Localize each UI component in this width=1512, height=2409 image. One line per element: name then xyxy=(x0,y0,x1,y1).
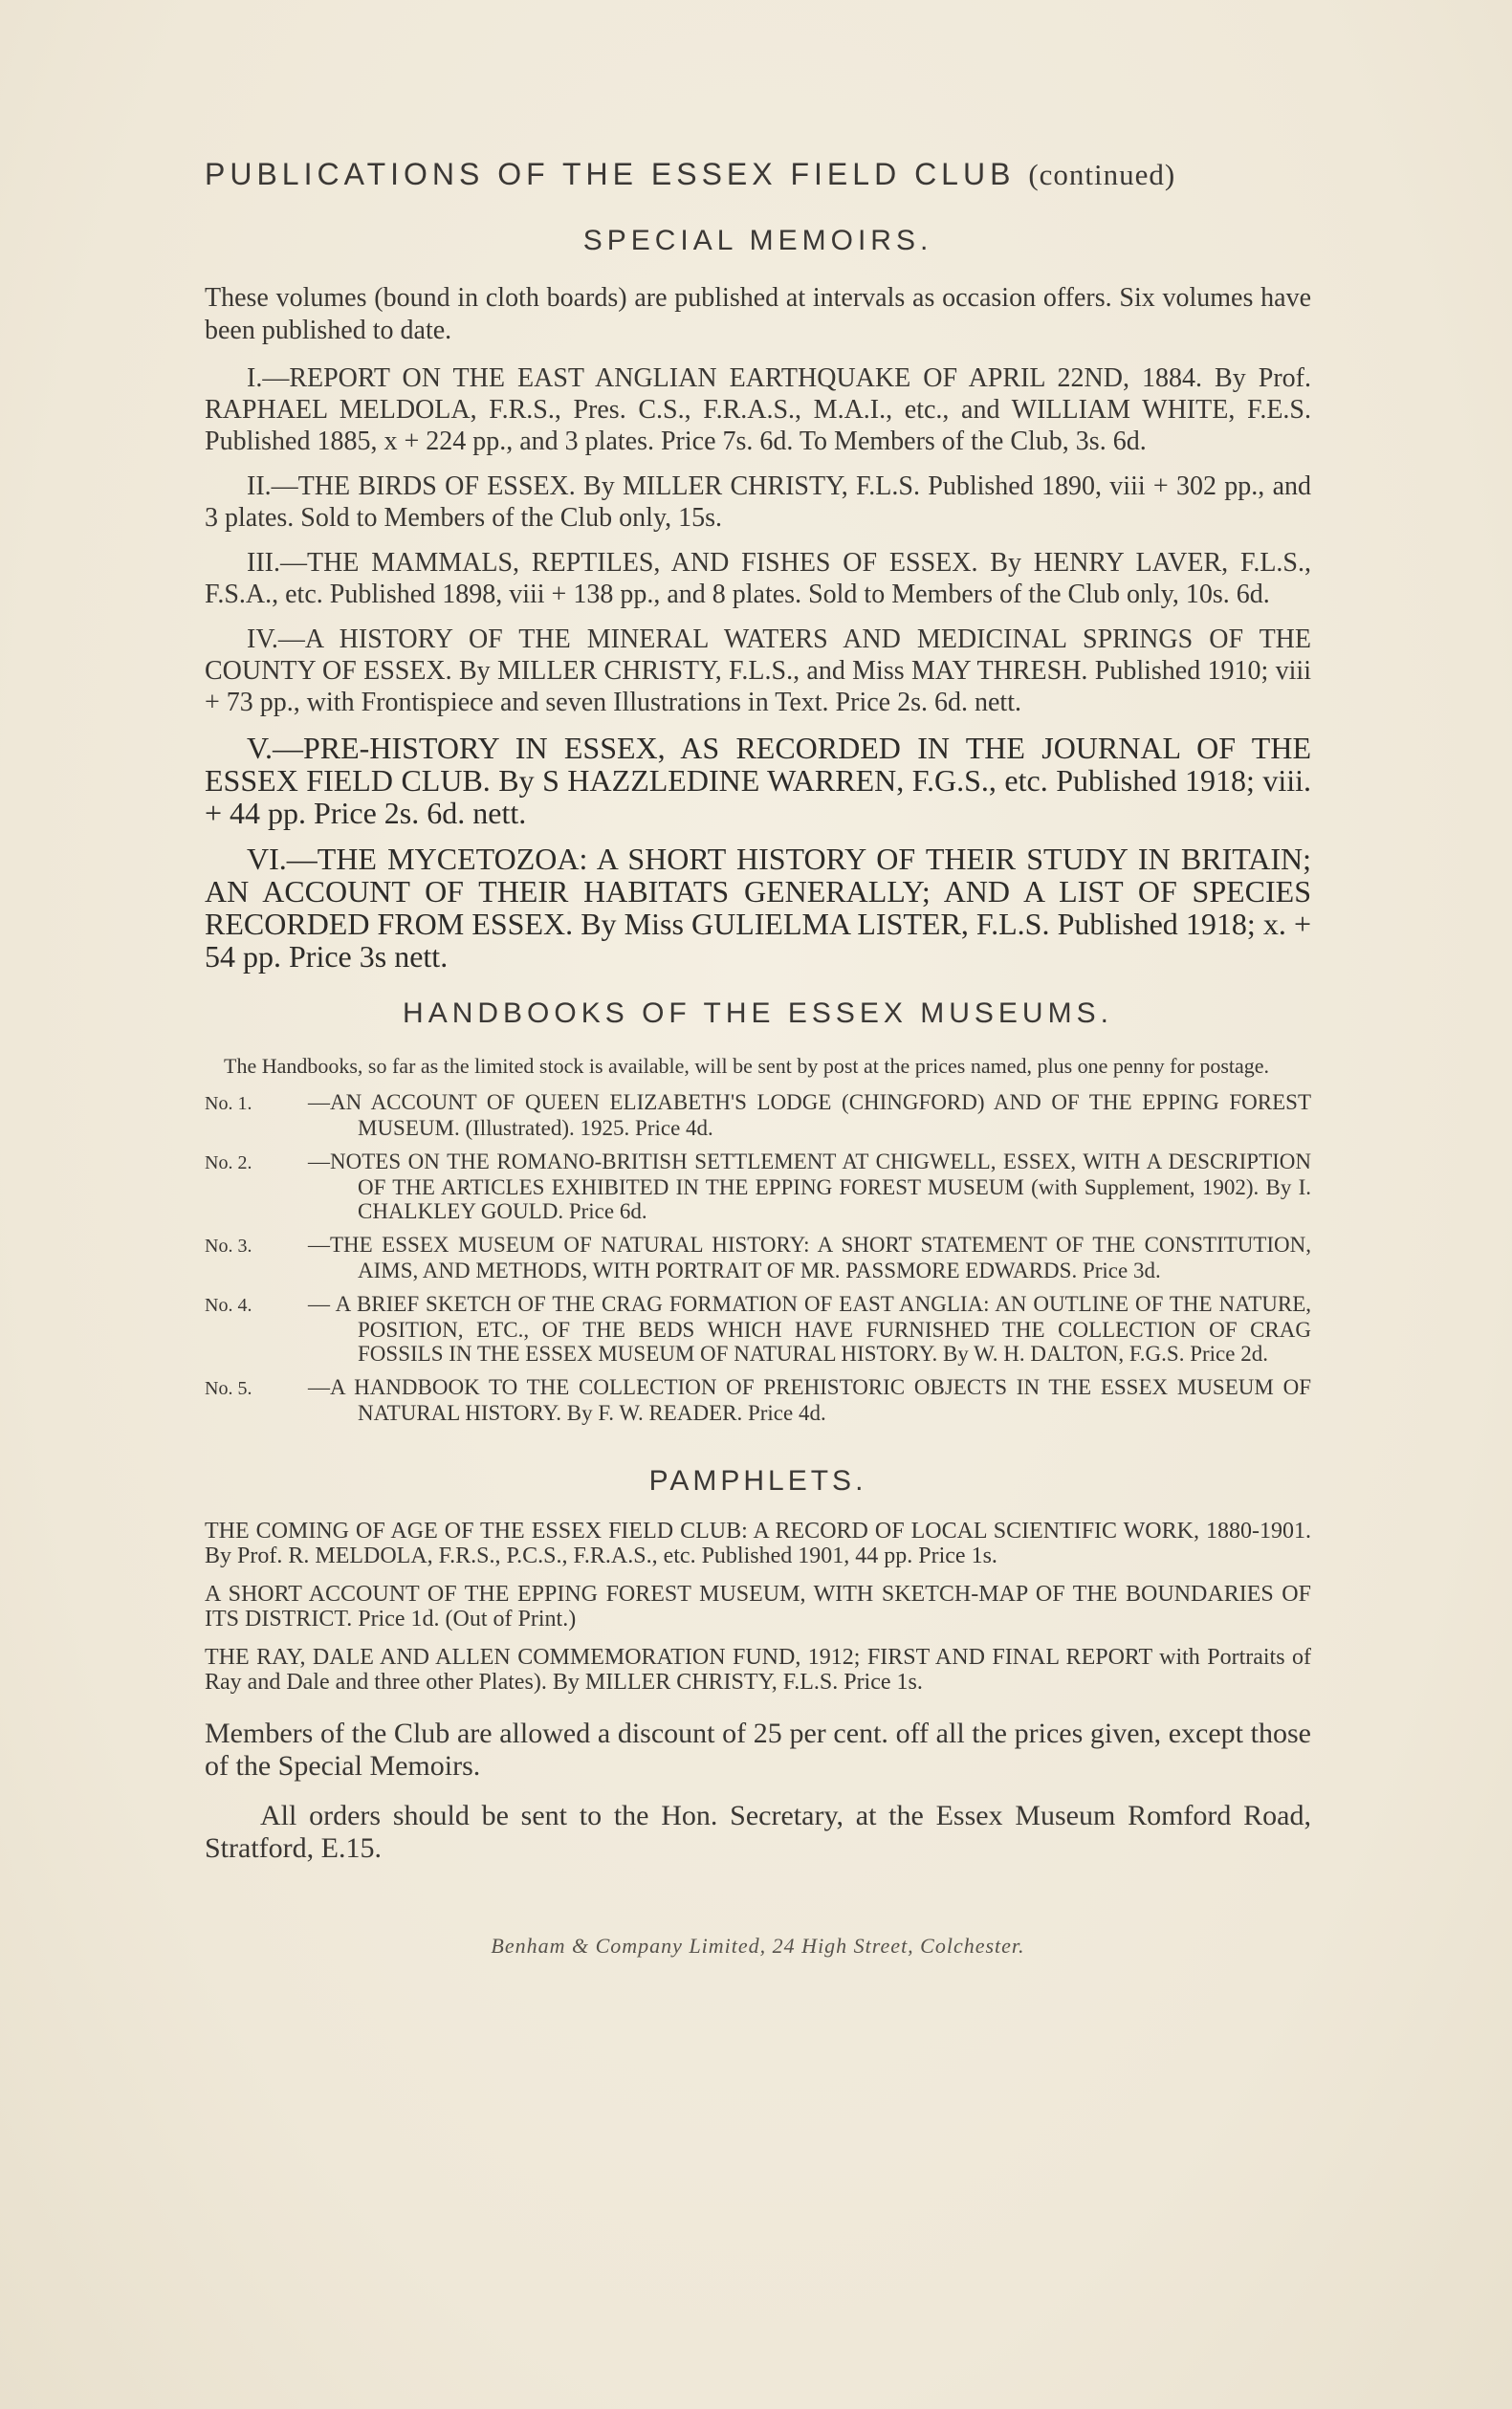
memoir-item: VI.—THE MYCETOZOA: A SHORT HISTORY OF THEIR STUDY IN BRITAIN; AN ACCOUNT OF THEIR HABITATS GENERALLY; AND A LIST OF SPECIES RECORDED FROM ESSEX. By Miss GULIELMA LISTER, F.L.S. Published 1918; x. + 54 pp. Price 3s nett. xyxy=(205,842,1311,974)
members-discount-note: Members of the Club are allowed a discount of 25 per cent. off all the prices given, except those of the Special Memoirs. xyxy=(205,1718,1311,1782)
handbook-item xyxy=(205,1090,1311,1140)
handbook-text: —A HANDBOOK TO THE COLLECTION OF PREHISTORIC OBJECTS IN THE ESSEX MUSEUM OF NATURAL HISTORY. By F. W. READER. Price 4d. xyxy=(308,1375,1311,1425)
memoir-item: IV.—A HISTORY OF THE MINERAL WATERS AND MEDICINAL SPRINGS OF THE COUNTY OF ESSEX. By MILLER CHRISTY, F.L.S., and Miss MAY THRESH. Published 1910; viii + 73 pp., with Frontispiece and seven Illustrations in Text. Price 2s. 6d. nett. xyxy=(205,624,1311,717)
orders-note: All orders should be sent to the Hon. Secretary, at the Essex Museum Romford Road, Stratford, E.15. xyxy=(205,1800,1311,1864)
handbook-text: —THE ESSEX MUSEUM OF NATURAL HISTORY: A SHORT STATEMENT OF THE CONSTITUTION, AIMS, AND METHODS, WITH PORTRAIT OF MR. PASSMORE EDWARDS. Price 3d. xyxy=(308,1233,1311,1282)
continued-label: (continued) xyxy=(1028,158,1176,191)
memoir-item: II.—THE BIRDS OF ESSEX. By MILLER CHRISTY, F.L.S. Published 1890, viii + 302 pp., and 3 plates. Sold to Members of the Club only, 15s. xyxy=(205,471,1311,533)
pamphlet-item: A SHORT ACCOUNT OF THE EPPING FOREST MUSEUM, WITH SKETCH-MAP OF THE BOUNDARIES OF ITS DISTRICT. Price 1d. (Out of Print.) xyxy=(205,1582,1311,1632)
memoir-item: V.—PRE-HISTORY IN ESSEX, AS RECORDED IN THE JOURNAL OF THE ESSEX FIELD CLUB. By S HAZZLEDINE WARREN, F.G.S., etc. Published 1918; viii. + 44 pp. Price 2s. 6d. nett. xyxy=(205,731,1311,830)
handbook-number: No. 4. xyxy=(205,1295,252,1316)
handbook-number: No. 5. xyxy=(205,1378,252,1399)
handbook-item xyxy=(205,1292,1311,1366)
handbook-number: No. 1. xyxy=(205,1093,252,1114)
handbook-item xyxy=(205,1375,1311,1425)
handbook-text: —AN ACCOUNT OF QUEEN ELIZABETH'S LODGE (CHINGFORD) AND OF THE EPPING FOREST MUSEUM. (Illustrated). 1925. Price 4d. xyxy=(308,1090,1311,1140)
handbook-text: —NOTES ON THE ROMANO-BRITISH SETTLEMENT AT CHIGWELL, ESSEX, WITH A DESCRIPTION OF THE ARTICLES EXHIBITED IN THE EPPING FOREST MUSEUM (with Supplement, 1902). By I. CHALKLEY GOULD. Price 6d. xyxy=(308,1150,1311,1223)
handbooks-intro: The Handbooks, so far as the limited stock is available, will be sent by post at the prices named, plus one penny for postage. xyxy=(224,1054,1270,1078)
handbook-text: — A BRIEF SKETCH OF THE CRAG FORMATION OF EAST ANGLIA: AN OUTLINE OF THE NATURE, POSITION, ETC., OF THE BEDS WHICH HAVE FURNISHED THE COLLECTION OF CRAG FOSSILS IN THE ESSEX MUSEUM OF NATURAL HISTORY. By W. H. DALTON, F.G.S. Price 2d. xyxy=(308,1292,1311,1366)
pamphlets-title: PAMPHLETS. xyxy=(648,1465,867,1497)
memoir-item: I.—REPORT ON THE EAST ANGLIAN EARTHQUAKE OF APRIL 22ND, 1884. By Prof. RAPHAEL MELDOLA, F.R.S., Pres. C.S., F.R.A.S., M.A.I., etc., and WILLIAM WHITE, F.E.S. Published 1885, x + 224 pp., and 3 plates. Price 7s. 6d. To Members of the Club, 3s. 6d. xyxy=(205,363,1311,456)
page-header xyxy=(205,157,1311,192)
handbook-item xyxy=(205,1150,1311,1223)
handbook-number: No. 3. xyxy=(205,1236,252,1257)
special-memoirs-title: SPECIAL MEMOIRS. xyxy=(582,225,933,256)
printer-imprint: Benham & Company Limited, 24 High Street, Colchester. xyxy=(491,1934,1025,1958)
handbook-number: No. 2. xyxy=(205,1152,252,1173)
pamphlet-item: THE RAY, DALE AND ALLEN COMMEMORATION FUND, 1912; FIRST AND FINAL REPORT with Portraits of Ray and Dale and three other Plates). By MILLER CHRISTY, F.L.S. Price 1s. xyxy=(205,1645,1311,1695)
memoir-item: III.—THE MAMMALS, REPTILES, AND FISHES OF ESSEX. By HENRY LAVER, F.L.S., F.S.A., etc. Published 1898, viii + 138 pp., and 8 plates. Sold to Members of the Club only, 10s. 6d. xyxy=(205,548,1311,609)
handbooks-title: HANDBOOKS OF THE ESSEX MUSEUMS. xyxy=(403,997,1113,1029)
special-memoirs-intro: These volumes (bound in cloth boards) are published at intervals as occasion offers. Six volumes have been published to date. xyxy=(205,283,1311,345)
pamphlet-item: THE COMING OF AGE OF THE ESSEX FIELD CLUB: A RECORD OF LOCAL SCIENTIFIC WORK, 1880-1901. By Prof. R. MELDOLA, F.R.S., P.C.S., F.R.A.S., etc. Published 1901, 44 pp. Price 1s. xyxy=(205,1519,1311,1568)
page-title: PUBLICATIONS OF THE ESSEX FIELD CLUB xyxy=(205,157,1016,191)
handbook-item xyxy=(205,1233,1311,1282)
